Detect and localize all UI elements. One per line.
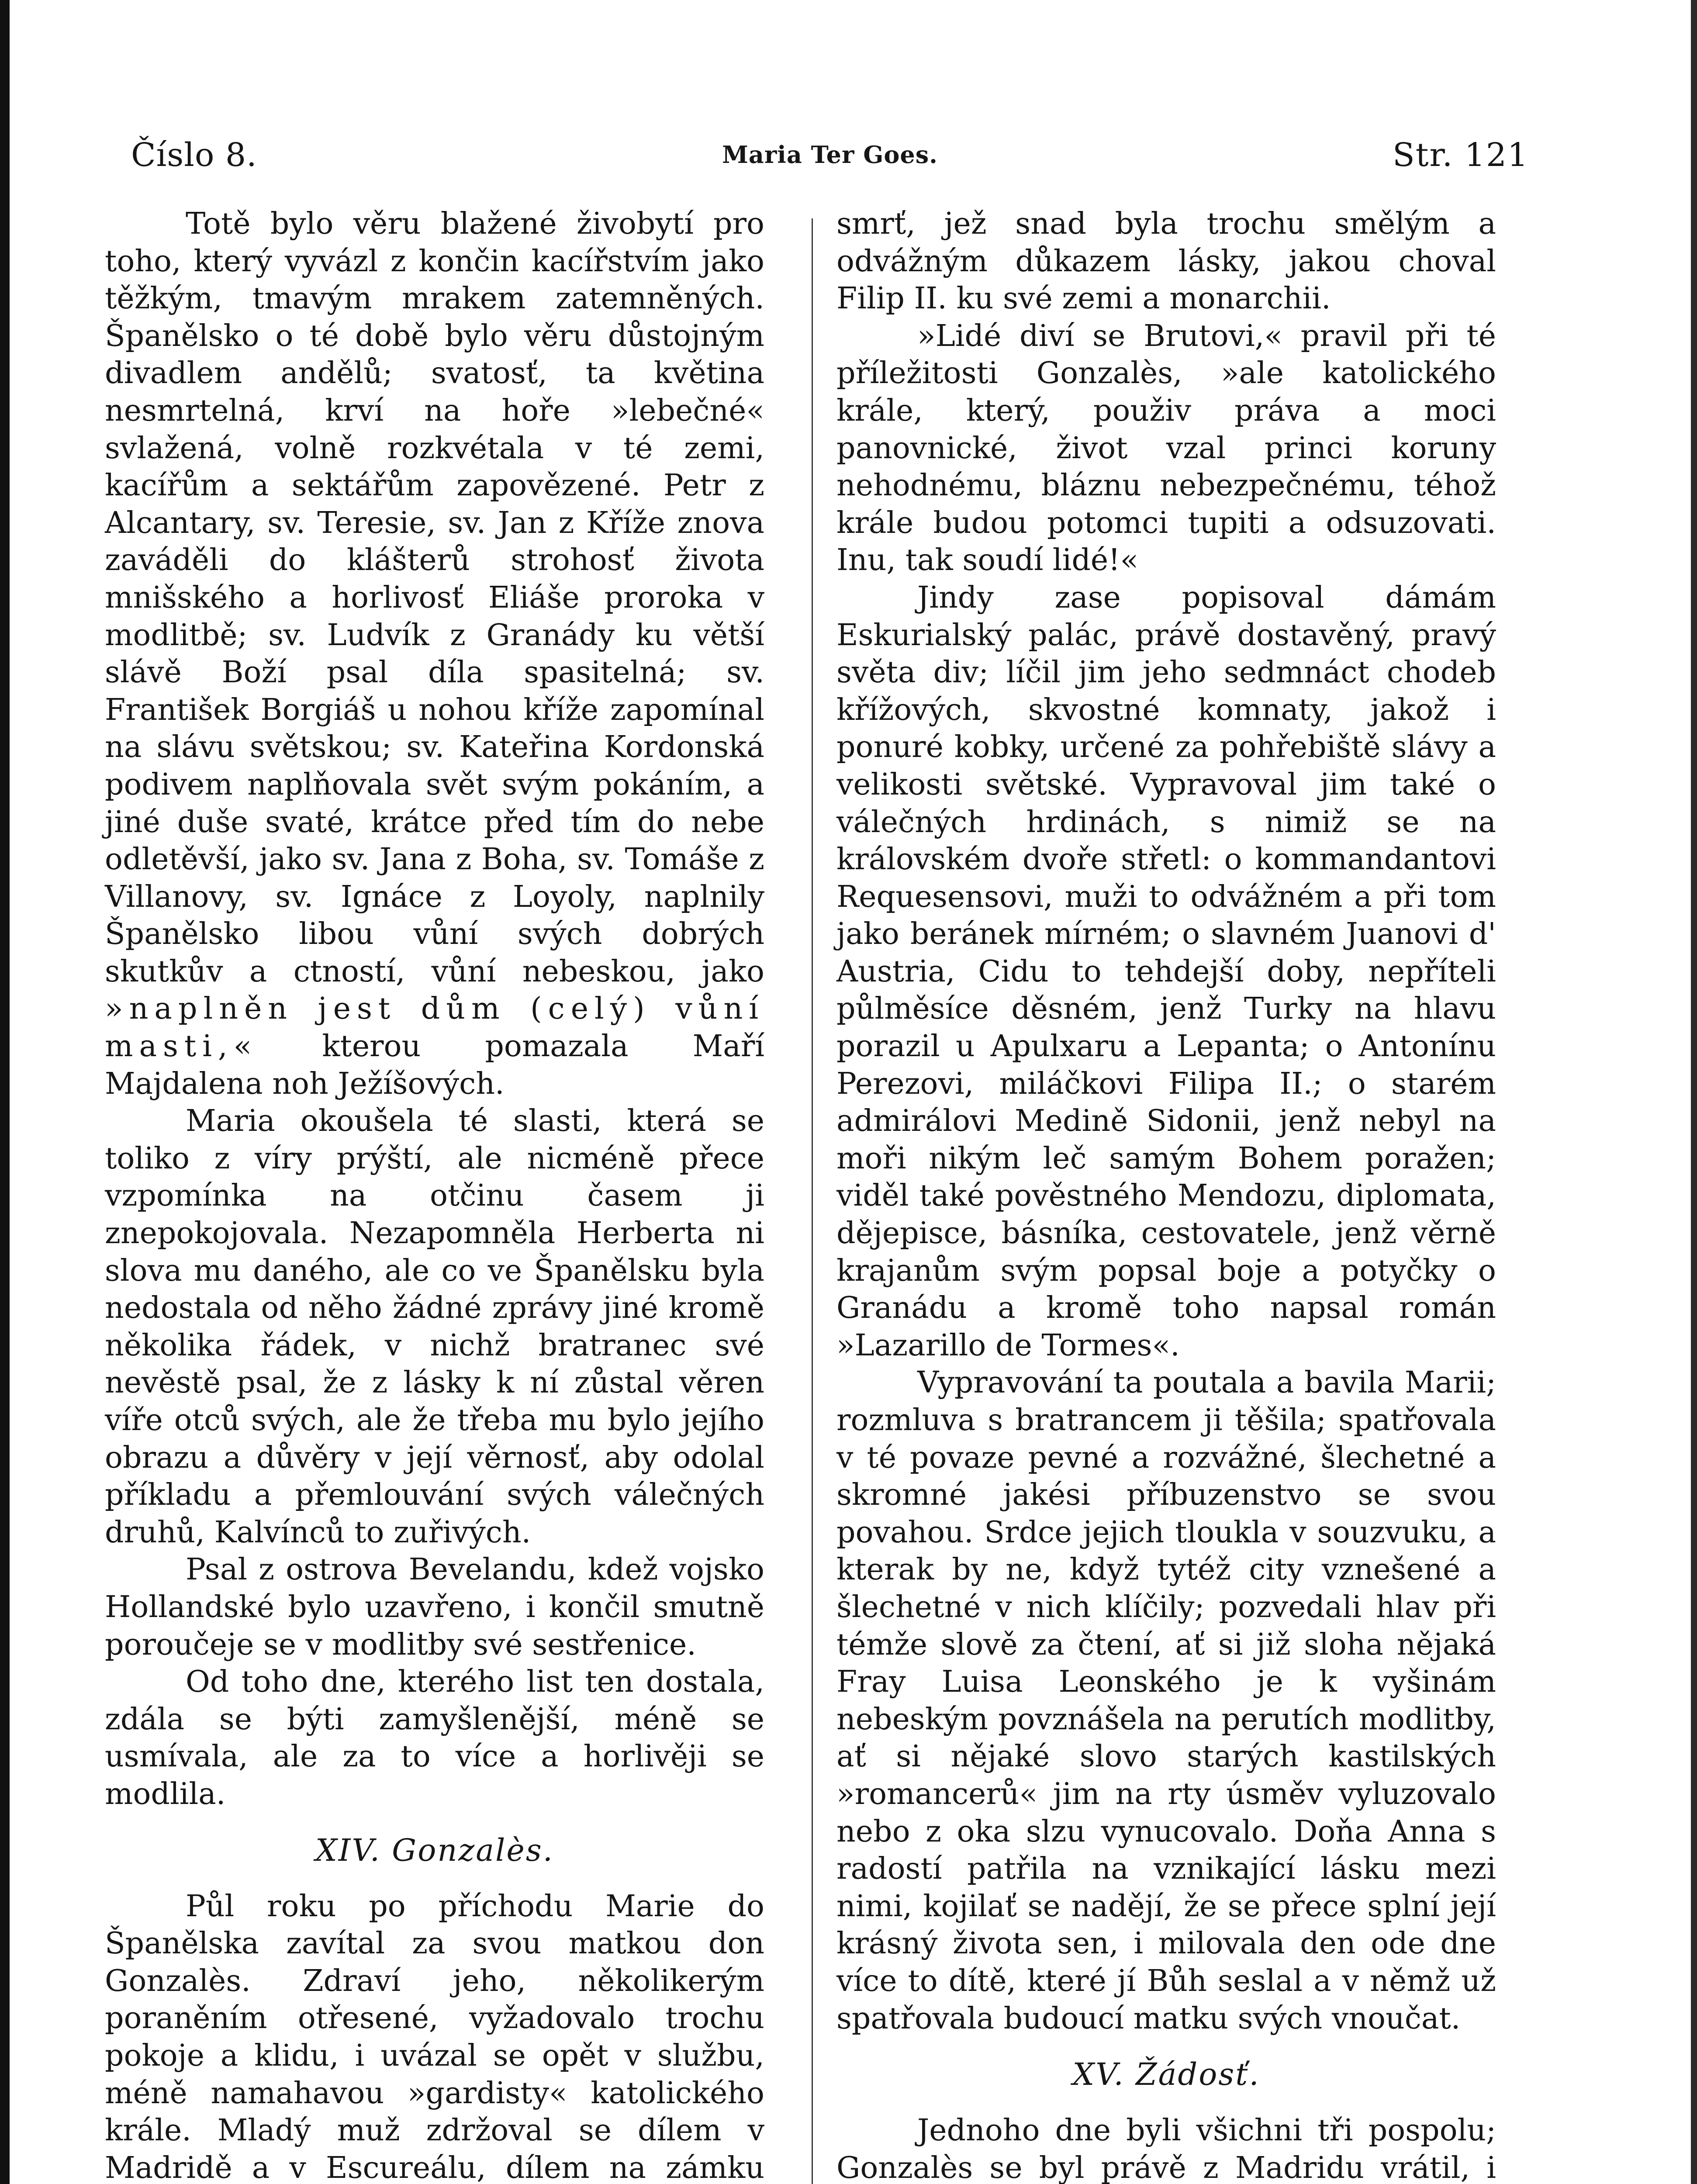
right-column (836, 205, 1496, 2184)
chapter-heading: XIV. Gonzalès. (315, 1832, 554, 1868)
paragraph (105, 205, 764, 1102)
page-header (131, 131, 1529, 179)
scan-edge-right (1691, 0, 1697, 2184)
paragraph: »Lidé diví se Brutovi,« pravil při té příležitosti Gonzalès, »ale katolického krále, který, použiv práva a moci panovnické, život vzal princi koruny nehodnému, bláznu nebezpečnému, téhož krále budou potomci tupiti a odsuzovati. Inu, tak soudí lidé!« (836, 318, 1496, 578)
paragraph: smrť, jež snad byla trochu smělým a odvážným důkazem lásky, jakou choval Filip II. ku své zemi a monarchii. (836, 207, 1496, 316)
scripture-quote: »naplněn jest dům (celý) vůní masti,« (105, 992, 764, 1064)
paragraph-text: Totě bylo věru blažené živobytí pro toho, který vyvázl z končin kacířstvím jako těžkým, tmavým mrakem zatemněných. Španělsko o té době bylo věru důstojným divadlem andělů; svatosť, ta květina nesmrtelná, krví na hoře »lebečné« svlažená, volně rozkvétala v té zemi, kacířům a sektářům zapovězené. Petr z Alcantary, sv. Teresie, sv. Jan z Kříže znova zaváděli do klášterů strohosť života mnišského a horlivosť Eliáše proroka v modlitbě; sv. Ludvík z Granády ku větší slávě Boží psal díla spasitelná; sv. František Borgiáš u nohou kříže zapomínal na slávu světskou; sv. Kateřina Kordonská podivem naplňovala svět svým pokáním, a jiné duše svaté, krátce před tím do nebe odletěvší, jako sv. Jana z Boha, sv. Tomáše z Villanovy, sv. Ignáce z Loyoly, naplnily Španělsko libou vůní svých dobrých skutkův a ctností, vůní nebeskou, jako (105, 207, 764, 989)
paragraph: Psal z ostrova Bevelandu, kdež vojsko Hollandské bylo uzavřeno, i končil smutně poroučeje se v modlitby své sestřenice. (105, 1552, 764, 1662)
paragraph: Jindy zase popisoval dámám Eskurialský palác, právě dostavěný, pravý světa div; líčil jim jeho sedmnáct chodeb křížových, skvostné komnaty, jakož i ponuré kobky, určené za pohřebiště slávy a velikosti světské. Vypravoval jim také o válečných hrdinách, s nimiž se na královském dvoře střetl: o kommandantovi Requesensovi, muži to odvážném a při tom jako beránek mírném; o slavném Juanovi d' Austria, Cidu to tehdejší doby, nepříteli půlměsíce děsném, jenž Turky na hlavu porazil u Apulxaru a Lepanta; o Antonínu Perezovi, miláčkovi Filipa II.; o starém admirálovi Medině Sidonii, jenž nebyl na moři nikým leč samým Bohem poražen; viděl také pověstného Mendozu, diplomata, dějepisce, básníka, cestovatele, jenž věrně krajanům svým popsal boje a potyčky o Granádu a kromě toho napsal román »Lazarillo de Tormes«. (836, 580, 1496, 1363)
scan-edge-left (0, 0, 10, 2184)
issue-number: Číslo 8. (131, 136, 257, 174)
paragraph-text: kterou pomazala Maří Majdalena noh Ježíšových. (105, 1029, 764, 1101)
chapter-heading: XV. Žádosť. (1072, 2056, 1260, 2093)
paragraph: Jednoho dne byli všichni tři pospolu; Gonzalès se byl právě z Madridu vrátil, i (836, 2113, 1496, 2184)
paragraph: Půl roku po příchodu Marie do Španělska zavítal za svou matkou don Gonzalès. Zdraví jeho, několikerým poraněním otřesené, vyžadovalo trochu pokoje a klidu, i uvázal se opět v službu, méně namahavou »gardisty« katolického krále. Mladý muž zdržoval se dílem v Madridě a v Escureálu, dílem na zámku (105, 1889, 764, 2184)
paragraph: Maria okoušela té slasti, která se toliko z víry prýští, ale nicméně přece vzpomínka na otčinu časem ji znepokojovala. Nezapomněla Herberta ni slova mu daného, ale co ve Španělsku byla nedostala od něho žádné zprávy jiné kromě několika řádek, v nichž bratranec své nevěstě psal, že z lásky k ní zůstal věren víře otců svých, ale že třeba mu bylo jejího obrazu a důvěry v její věrnosť, aby odolal příkladu a přemlouvání svých válečných druhů, Kalvínců to zuřivých. (105, 1104, 764, 1550)
paragraph: Od toho dne, kterého list ten dostala, zdála se býti zamyšlenější, méně se usmívala, ale za to více a horlivěji se modlila. (105, 1665, 764, 1811)
page-number: Str. 121 (1393, 136, 1529, 174)
column-divider (812, 218, 813, 2184)
left-column (105, 205, 764, 2184)
paragraph: Vypravování ta poutala a bavila Marii; rozmluva s bratrancem ji těšila; spatřovala v té povaze pevné a rozvážné, šlechetné a skromné jakési příbuzenstvo se svou povahou. Srdce jejich tloukla v souzvuku, a kterak by ne, když tytéž city vznešené a šlechetné v nich klíčily; pozvedali hlav při témže slově za čtení, ať si již sloha nějaká Fray Luisa Leonského je k vyšinám nebeským povznášela na perutích modlitby, ať si nějaké slovo starých kastilských »romancerů« jim na rty úsměv vyluzovalo nebo z oka slzu vynucovalo. Doňa Anna s radostí patřila na vznikající lásku mezi nimi, kojilať se nadějí, že se přece splní její krásný života sen, i milovala den ode dne více to dítě, které jí Bůh seslal a v němž už spatřovala budoucí matku svých vnoučat. (836, 1365, 1496, 2036)
running-title: Maria Ter Goes. (722, 141, 938, 169)
